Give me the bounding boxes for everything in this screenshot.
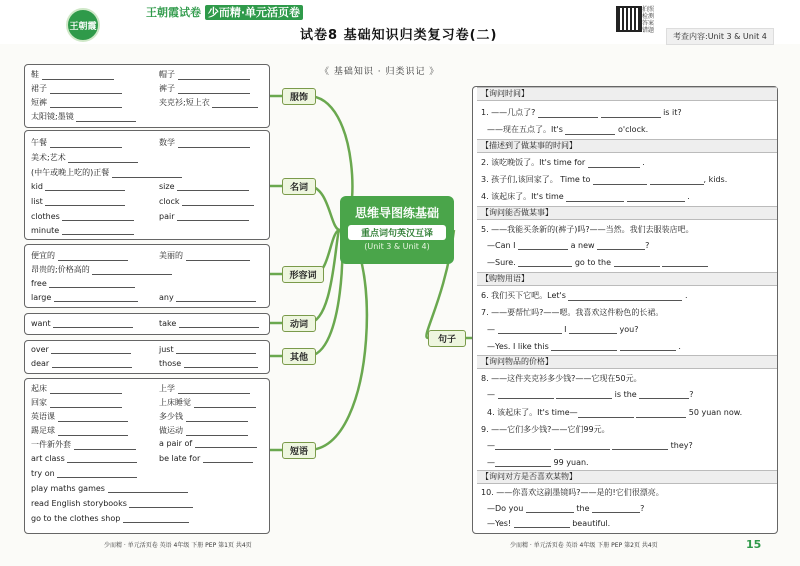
answer-blank[interactable]: [68, 161, 138, 163]
answer-blank[interactable]: [178, 392, 250, 394]
list-item: 午餐: [31, 137, 122, 148]
list-item: clock: [159, 197, 254, 206]
list-item: 上学: [159, 383, 250, 394]
answer-blank[interactable]: [566, 200, 624, 202]
sentence-line: 2. 该吃晚饭了。It's time for .: [481, 158, 645, 167]
brand-logo: 王朝霞: [66, 8, 100, 42]
list-item: 鞋: [31, 69, 114, 80]
answer-blank[interactable]: [194, 406, 256, 408]
answer-blank[interactable]: [578, 416, 634, 418]
sentence-line: — they?: [487, 441, 693, 450]
list-item: try on: [31, 469, 137, 478]
answer-blank[interactable]: [45, 189, 125, 191]
list-item: 起床: [31, 383, 122, 394]
sentence-line: 7. ——要帮忙吗?——嗯。我喜欢这件粉色的长裙。: [481, 308, 664, 317]
answer-blank[interactable]: [568, 299, 682, 301]
answer-blank[interactable]: [177, 219, 249, 221]
answer-blank[interactable]: [184, 366, 258, 368]
answer-blank[interactable]: [58, 420, 128, 422]
answer-blank[interactable]: [58, 259, 128, 261]
group-heading: 【购物用语】: [477, 272, 777, 286]
answer-blank[interactable]: [636, 416, 686, 418]
answer-blank[interactable]: [627, 200, 685, 202]
answer-blank[interactable]: [178, 146, 250, 148]
answer-blank[interactable]: [45, 204, 125, 206]
tag-nouns: 名词: [282, 178, 316, 195]
sentence-line: 10. ——你喜欢这副墨镜吗?——是的!它们很漂亮。: [481, 488, 664, 497]
list-item: minute: [31, 226, 134, 235]
others-box: [24, 340, 270, 374]
list-item: kid: [31, 182, 125, 191]
list-item: 裤子: [159, 83, 250, 94]
answer-blank[interactable]: [593, 183, 647, 185]
answer-blank[interactable]: [620, 349, 676, 351]
list-item: read English storybooks: [31, 499, 193, 508]
tag-others: 其他: [282, 348, 316, 365]
answer-blank[interactable]: [179, 326, 259, 328]
answer-blank[interactable]: [601, 116, 661, 118]
list-item: 夹克衫;短上衣: [159, 97, 258, 108]
answer-blank[interactable]: [498, 397, 554, 399]
answer-blank[interactable]: [639, 397, 689, 399]
list-item: over: [31, 345, 131, 354]
answer-blank[interactable]: [186, 420, 248, 422]
answer-blank[interactable]: [498, 332, 562, 334]
tag-phrases: 短语: [282, 442, 316, 459]
answer-blank[interactable]: [67, 461, 137, 463]
answer-blank[interactable]: [662, 265, 708, 267]
sentence-line: 4. 该起床了。It's time— 50 yuan now.: [487, 408, 743, 417]
answer-blank[interactable]: [612, 448, 668, 450]
section-title: 《 基础知识 · 归类识记 》: [320, 67, 440, 77]
group-heading: 【询问物品的价格】: [477, 355, 777, 369]
answer-blank[interactable]: [176, 300, 256, 302]
answer-blank[interactable]: [569, 332, 617, 334]
answer-blank[interactable]: [112, 176, 182, 178]
answer-blank[interactable]: [74, 448, 136, 450]
sentence-line: —Can I a new ?: [487, 241, 650, 250]
list-item: 做运动: [159, 425, 248, 436]
answer-blank[interactable]: [51, 352, 131, 354]
tag-sentences: 句子: [428, 330, 466, 347]
answer-blank[interactable]: [650, 183, 704, 185]
answer-blank[interactable]: [514, 526, 570, 528]
sentence-line: — is the ?: [487, 390, 694, 399]
tag-adjectives: 形容词: [282, 266, 324, 283]
answer-blank[interactable]: [203, 461, 253, 463]
center-subtitle: 重点词句英汉互译: [348, 225, 446, 240]
list-item: list: [31, 197, 125, 206]
list-item: any: [159, 293, 256, 302]
list-item: 一件新外套: [31, 439, 136, 450]
list-item: free: [31, 279, 135, 288]
list-item: 回家: [31, 397, 122, 408]
sentence-line: —Yes! beautiful.: [487, 519, 611, 528]
answer-blank[interactable]: [176, 352, 256, 354]
answer-blank[interactable]: [50, 106, 122, 108]
sentence-line: 5. ——我能买条新的(裤子)吗?——当然。我们去服装店吧。: [481, 225, 694, 234]
sentence-line: —Do you the ?: [487, 504, 645, 513]
brand-name: 王朝霞试卷 少而精·单元活页卷: [146, 4, 303, 20]
answer-blank[interactable]: [614, 265, 660, 267]
answer-blank[interactable]: [108, 491, 188, 493]
answer-blank[interactable]: [592, 511, 640, 513]
sentence-line: ——现在五点了。It's o'clock.: [487, 125, 649, 134]
sentence-line: —Sure. go to the: [487, 258, 708, 267]
sentence-line: — I you?: [487, 325, 639, 334]
answer-blank[interactable]: [177, 189, 249, 191]
page-number: 15: [746, 538, 762, 551]
center-units: (Unit 3 & Unit 4): [364, 242, 430, 251]
answer-blank[interactable]: [212, 106, 258, 108]
list-item: play maths games: [31, 484, 188, 493]
answer-blank[interactable]: [518, 248, 568, 250]
clothing-box: [24, 64, 270, 128]
sentence-line: 4. 该起床了。It's time .: [481, 192, 690, 201]
footer-left: 少而精 · 单元活页卷 英语 4年级 下册 PEP 第1页 共4页: [104, 542, 252, 549]
group-heading: 【询问能否做某事】: [477, 206, 777, 220]
list-item: 美术;艺术: [31, 152, 138, 163]
tag-verbs: 动词: [282, 315, 316, 332]
group-heading: 【询问对方是否喜欢某物】: [477, 470, 777, 484]
answer-blank[interactable]: [42, 78, 114, 80]
answer-blank[interactable]: [62, 233, 134, 235]
answer-blank[interactable]: [526, 511, 574, 513]
sentence-line: 6. 我们买下它吧。Let's .: [481, 291, 688, 300]
answer-blank[interactable]: [556, 397, 612, 399]
list-item: want: [31, 319, 133, 328]
answer-blank[interactable]: [62, 219, 134, 221]
list-item: art class: [31, 454, 137, 463]
list-item: 美丽的: [159, 250, 250, 261]
answer-blank[interactable]: [495, 448, 551, 450]
list-item: 短裤: [31, 97, 122, 108]
answer-blank[interactable]: [178, 92, 250, 94]
answer-blank[interactable]: [565, 133, 615, 135]
answer-blank[interactable]: [554, 448, 610, 450]
answer-blank[interactable]: [186, 259, 250, 261]
sentence-line: — 99 yuan.: [487, 458, 589, 467]
list-item: go to the clothes shop: [31, 514, 189, 523]
phrases-box: [24, 378, 270, 534]
list-item: 太阳镜;墨镜: [31, 111, 136, 122]
sentence-line: 8. ——这件夹克衫多少钱?——它现在50元。: [481, 374, 642, 383]
list-item: large: [31, 293, 138, 302]
center-title: 思维导图练基础: [354, 206, 439, 220]
qr-caption: 拍照 检测 答案 错题: [642, 6, 655, 34]
answer-blank[interactable]: [538, 116, 598, 118]
list-item: 踢足球: [31, 425, 128, 436]
answer-blank[interactable]: [588, 166, 640, 168]
answer-blank[interactable]: [50, 146, 122, 148]
sentences-box: [472, 86, 778, 534]
answer-blank[interactable]: [52, 366, 132, 368]
answer-blank[interactable]: [129, 506, 193, 508]
list-item: 裙子: [31, 83, 122, 94]
list-item: take: [159, 319, 259, 328]
nouns-box: [24, 130, 270, 240]
mindmap-center: [340, 196, 454, 264]
sentence-line: 1. ——几点了? is it?: [481, 108, 682, 117]
exam-title: 试卷8 基础知识归类复习卷(二): [300, 28, 498, 43]
list-item: those: [159, 359, 258, 368]
answer-blank[interactable]: [50, 92, 122, 94]
answer-blank[interactable]: [123, 521, 189, 523]
answer-blank[interactable]: [182, 204, 254, 206]
verbs-box: [24, 313, 270, 335]
list-item: 英语课: [31, 411, 128, 422]
answer-blank[interactable]: [76, 120, 136, 122]
list-item: dear: [31, 359, 132, 368]
answer-blank[interactable]: [53, 326, 133, 328]
sentence-line: 9. ——它们多少钱?——它们99元。: [481, 425, 610, 434]
answer-blank[interactable]: [551, 349, 617, 351]
list-item: a pair of: [159, 439, 257, 448]
exam-scope: 考查内容:Unit 3 & Unit 4: [666, 28, 774, 45]
answer-blank[interactable]: [597, 248, 645, 250]
list-item: just: [159, 345, 256, 354]
group-heading: 【询问时间】: [477, 87, 777, 101]
answer-blank[interactable]: [518, 265, 572, 267]
answer-blank[interactable]: [50, 406, 122, 408]
answer-blank[interactable]: [195, 446, 257, 448]
list-item: (中午或晚上吃的)正餐: [31, 167, 182, 178]
sentence-line: 3. 孩子们,该回家了。 Time to , kids.: [481, 175, 728, 184]
answer-blank[interactable]: [178, 78, 250, 80]
list-item: 帽子: [159, 69, 250, 80]
footer-right: 少而精 · 单元活页卷 英语 4年级 下册 PEP 第2页 共4页: [510, 542, 658, 549]
list-item: 数学: [159, 137, 250, 148]
answer-blank[interactable]: [186, 434, 248, 436]
answer-blank[interactable]: [58, 434, 128, 436]
answer-blank[interactable]: [495, 465, 551, 467]
qr-code-icon[interactable]: [616, 6, 642, 32]
answer-blank[interactable]: [49, 286, 135, 288]
sentence-line: —Yes. I like this .: [487, 342, 681, 351]
list-item: clothes: [31, 212, 134, 221]
tag-clothing: 服饰: [282, 88, 316, 105]
adjectives-box: [24, 244, 270, 308]
answer-blank[interactable]: [54, 300, 138, 302]
answer-blank[interactable]: [50, 392, 122, 394]
list-item: 多少钱: [159, 411, 248, 422]
list-item: size: [159, 182, 249, 191]
answer-blank[interactable]: [92, 273, 172, 275]
list-item: pair: [159, 212, 249, 221]
group-heading: 【描述到了做某事的时间】: [477, 139, 777, 153]
list-item: 便宜的: [31, 250, 128, 261]
list-item: be late for: [159, 454, 253, 463]
list-item: 昂贵的;价格高的: [31, 264, 172, 275]
list-item: 上床睡觉: [159, 397, 256, 408]
answer-blank[interactable]: [57, 476, 137, 478]
